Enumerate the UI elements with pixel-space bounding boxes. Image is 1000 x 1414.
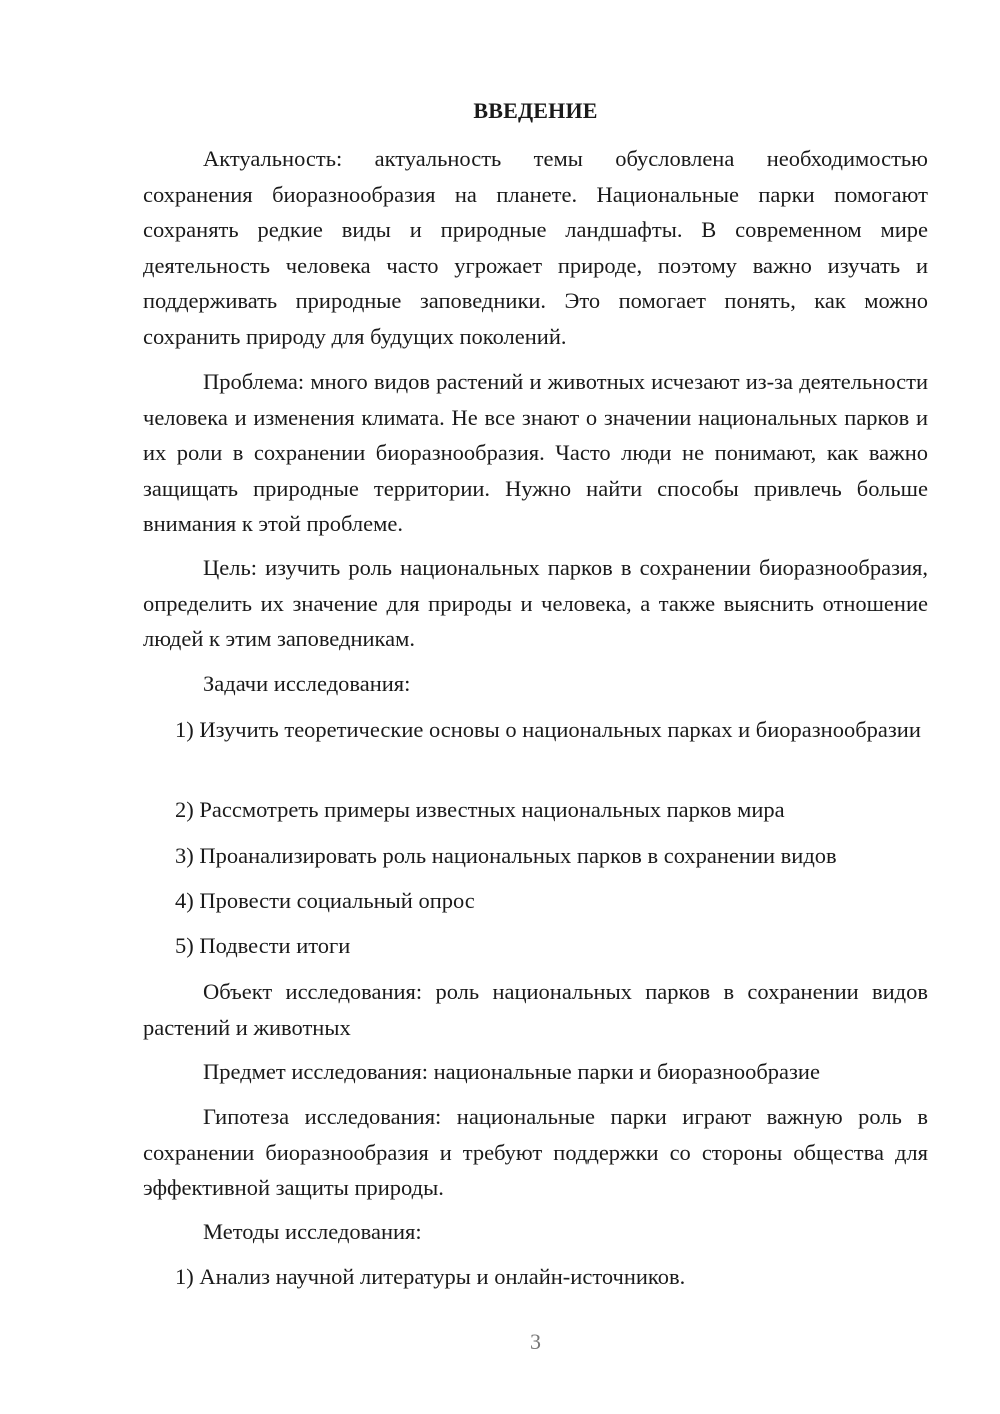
relevance-paragraph: Актуальность: актуальность темы обусловлена необходимостью сохранения биоразнообразия на планете. Национальные парки помогают сохранять редкие виды и природные ландшафты. В современном мире деятельность человека часто угрожает природе, поэтому важно изучать и поддерживать природные заповедники. Это помогает понять, как можно сохранить природу для будущих поколений.: [143, 146, 928, 349]
object-paragraph: Объект исследования: роль национальных парков в сохранении видов растений и животных: [143, 979, 928, 1040]
section-heading: ВВЕДЕНИЕ: [473, 98, 598, 123]
task-item-2: 2) Рассмотреть примеры известных национальных парков мира: [175, 797, 785, 822]
method-item-1: 1) Анализ научной литературы и онлайн-источников.: [175, 1264, 686, 1289]
task-item-5: 5) Подвести итоги: [175, 933, 351, 958]
task-item-4: 4) Провести социальный опрос: [175, 888, 475, 913]
methods-title: Методы исследования:: [203, 1219, 422, 1244]
problem-paragraph: Проблема: много видов растений и животных исчезают из-за деятельности человека и изменения климата. Не все знают о значении национальных парков и их роли в сохранении биоразнообразия. Часто люди не понимают, как важно защищать природные территории. Нужно найти способы привлечь больше внимания к этой проблеме.: [143, 369, 928, 536]
page-number: 3: [530, 1329, 541, 1354]
goal-paragraph: Цель: изучить роль национальных парков в сохранении биоразнообразия, определить их значение для природы и человека, а также выяснить отношение людей к этим заповедникам.: [143, 555, 928, 651]
subject-paragraph: Предмет исследования: национальные парки и биоразнообразие: [203, 1059, 820, 1084]
hypothesis-paragraph: Гипотеза исследования: национальные парки играют важную роль в сохранении биоразнообразия и требуют поддержки со стороны общества для эффективной защиты природы.: [143, 1104, 928, 1200]
task-item-1: 1) Изучить теоретические основы о национальных парках и биоразнообразии: [175, 717, 921, 742]
tasks-title: Задачи исследования:: [203, 671, 411, 696]
task-item-3: 3) Проанализировать роль национальных парков в сохранении видов: [175, 843, 837, 868]
